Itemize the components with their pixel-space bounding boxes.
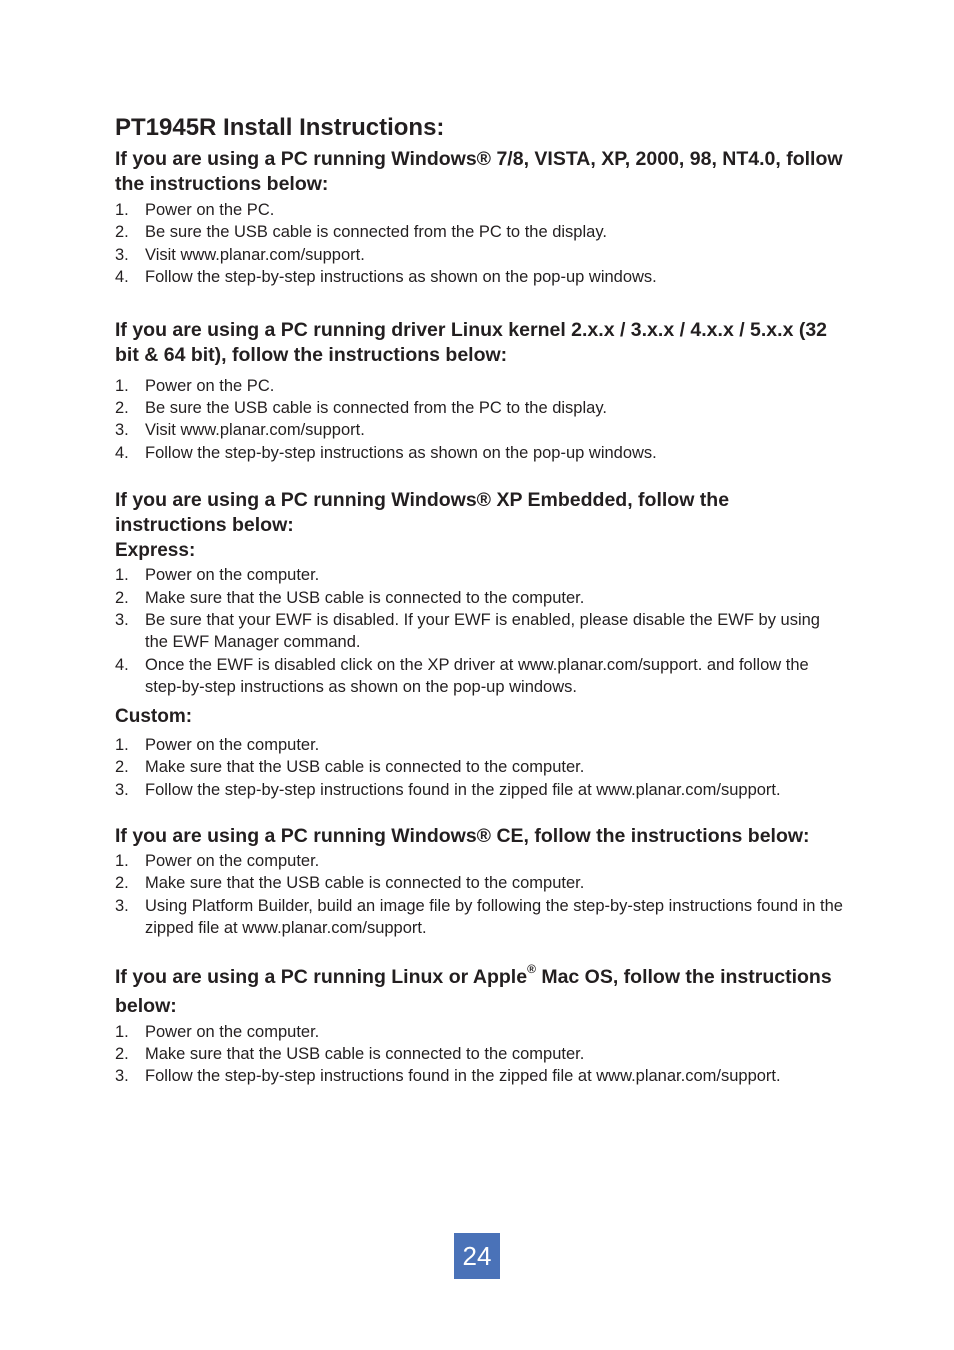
step-text: Using Platform Builder, build an image file by following the step-by-step instructions found in the zipped file at www.planar.com/support.: [145, 896, 843, 938]
step-number: 2.: [115, 758, 129, 777]
step-text: Visit www.planar.com/support.: [145, 245, 365, 264]
list-item: [115, 609, 845, 654]
step-number: 1.: [115, 201, 129, 219]
list-item: [115, 872, 845, 894]
list-item: [115, 756, 845, 778]
step-text: Power on the PC.: [145, 201, 275, 219]
step-number: 1.: [115, 376, 129, 395]
step-text: Make sure that the USB cable is connected to the computer.: [145, 1044, 585, 1063]
list-item: [115, 1021, 845, 1043]
section-heading: If you are using a PC running driver Linux kernel 2.x.x / 3.x.x / 4.x.x / 5.x.x (32 bit & 64 bit), follow the instructions below:: [115, 318, 828, 366]
step-number: 2.: [115, 1044, 129, 1063]
step-text: Make sure that the USB cable is connected to the computer.: [145, 874, 585, 893]
list-item: [115, 564, 845, 586]
step-number: 1.: [115, 735, 129, 754]
list-item: [115, 244, 845, 266]
step-number: 4.: [115, 655, 129, 674]
step-text: Make sure that the USB cable is connected to the computer.: [145, 588, 585, 607]
step-text: Follow the step-by-step instructions found in the zipped file at www.planar.com/support.: [145, 1067, 781, 1086]
step-number: 4.: [115, 443, 129, 462]
step-number: 3.: [115, 896, 129, 915]
step-number: 3.: [115, 1067, 129, 1086]
steps-list: [115, 1021, 845, 1088]
list-item: [115, 1065, 845, 1087]
registered-mark: ®: [527, 962, 536, 977]
document-page: [115, 112, 845, 1088]
step-text: Be sure the USB cable is connected from the PC to the display.: [145, 223, 607, 242]
step-text: Follow the step-by-step instructions as shown on the pop-up windows.: [145, 268, 657, 287]
section-linux-mac: [115, 963, 845, 1088]
heading-text-part2: Mac OS, follow the instructions below:: [115, 965, 832, 1017]
step-text: Be sure the USB cable is connected from the PC to the display.: [145, 399, 607, 418]
step-text: Power on the PC.: [145, 376, 275, 395]
step-text: Visit www.planar.com/support.: [145, 421, 365, 440]
section-linux-kernel: [115, 318, 845, 465]
list-item: [115, 587, 845, 609]
express-heading: Express:: [115, 540, 196, 562]
heading-text-part1: If you are using a PC running Linux or Apple: [115, 965, 528, 988]
list-item: [115, 654, 845, 699]
list-item: [115, 397, 845, 419]
step-number: 2.: [115, 874, 129, 893]
list-item: [115, 850, 845, 872]
step-text: Be sure that your EWF is disabled. If your EWF is enabled, please disable the EWF by using the EWF Manager command.: [145, 611, 820, 652]
step-text: Power on the computer.: [145, 1022, 320, 1041]
step-text: Follow the step-by-step instructions found in the zipped file at www.planar.com/support.: [145, 780, 781, 799]
step-text: Power on the computer.: [145, 566, 320, 585]
custom-heading: Custom:: [115, 705, 193, 727]
section-heading: [115, 963, 845, 1021]
steps-list: [115, 375, 845, 465]
list-item: [115, 734, 845, 756]
section-heading: If you are using a PC running Windows® CE, follow the instructions below:: [115, 824, 810, 847]
step-number: 4.: [115, 268, 129, 287]
step-number: 1.: [115, 851, 129, 870]
page-number-badge: 24: [454, 1233, 500, 1279]
step-number: 3.: [115, 611, 129, 630]
list-item: [115, 221, 845, 243]
step-text: Follow the step-by-step instructions as shown on the pop-up windows.: [145, 443, 657, 462]
step-text: Once the EWF is disabled click on the XP driver at www.planar.com/support. and follow the step-by-step instructions as shown on the pop-up windows.: [145, 655, 809, 697]
step-number: 3.: [115, 245, 129, 264]
list-item: [115, 442, 845, 464]
section-windows-ce: [115, 824, 845, 940]
steps-list: [115, 199, 845, 289]
step-number: 2.: [115, 399, 129, 418]
custom-steps-list: [115, 734, 845, 801]
step-number: 2.: [115, 588, 129, 607]
list-item: [115, 266, 845, 288]
list-item: [115, 1043, 845, 1065]
steps-list: [115, 850, 845, 940]
list-item: [115, 419, 845, 441]
step-number: 1.: [115, 1022, 129, 1041]
section-heading: If you are using a PC running Windows® XP Embedded, follow the instructions below:: [115, 489, 730, 537]
step-text: Power on the computer.: [145, 851, 320, 870]
list-item: [115, 779, 845, 801]
list-item: [115, 895, 845, 940]
step-text: Power on the computer.: [145, 735, 320, 754]
express-steps-list: [115, 564, 845, 698]
section-windows: [115, 147, 845, 289]
step-text: Make sure that the USB cable is connected to the computer.: [145, 758, 585, 777]
step-number: 3.: [115, 421, 129, 440]
step-number: 1.: [115, 566, 129, 585]
document-title: PT1945R Install Instructions:: [115, 114, 445, 141]
step-number: 3.: [115, 780, 129, 799]
step-number: 2.: [115, 223, 129, 242]
list-item: [115, 375, 845, 397]
list-item: [115, 199, 845, 221]
section-xp-embedded: [115, 488, 845, 801]
section-heading: If you are using a PC running Windows® 7/8, VISTA, XP, 2000, 98, NT4.0, follow the instructions below:: [115, 148, 843, 195]
